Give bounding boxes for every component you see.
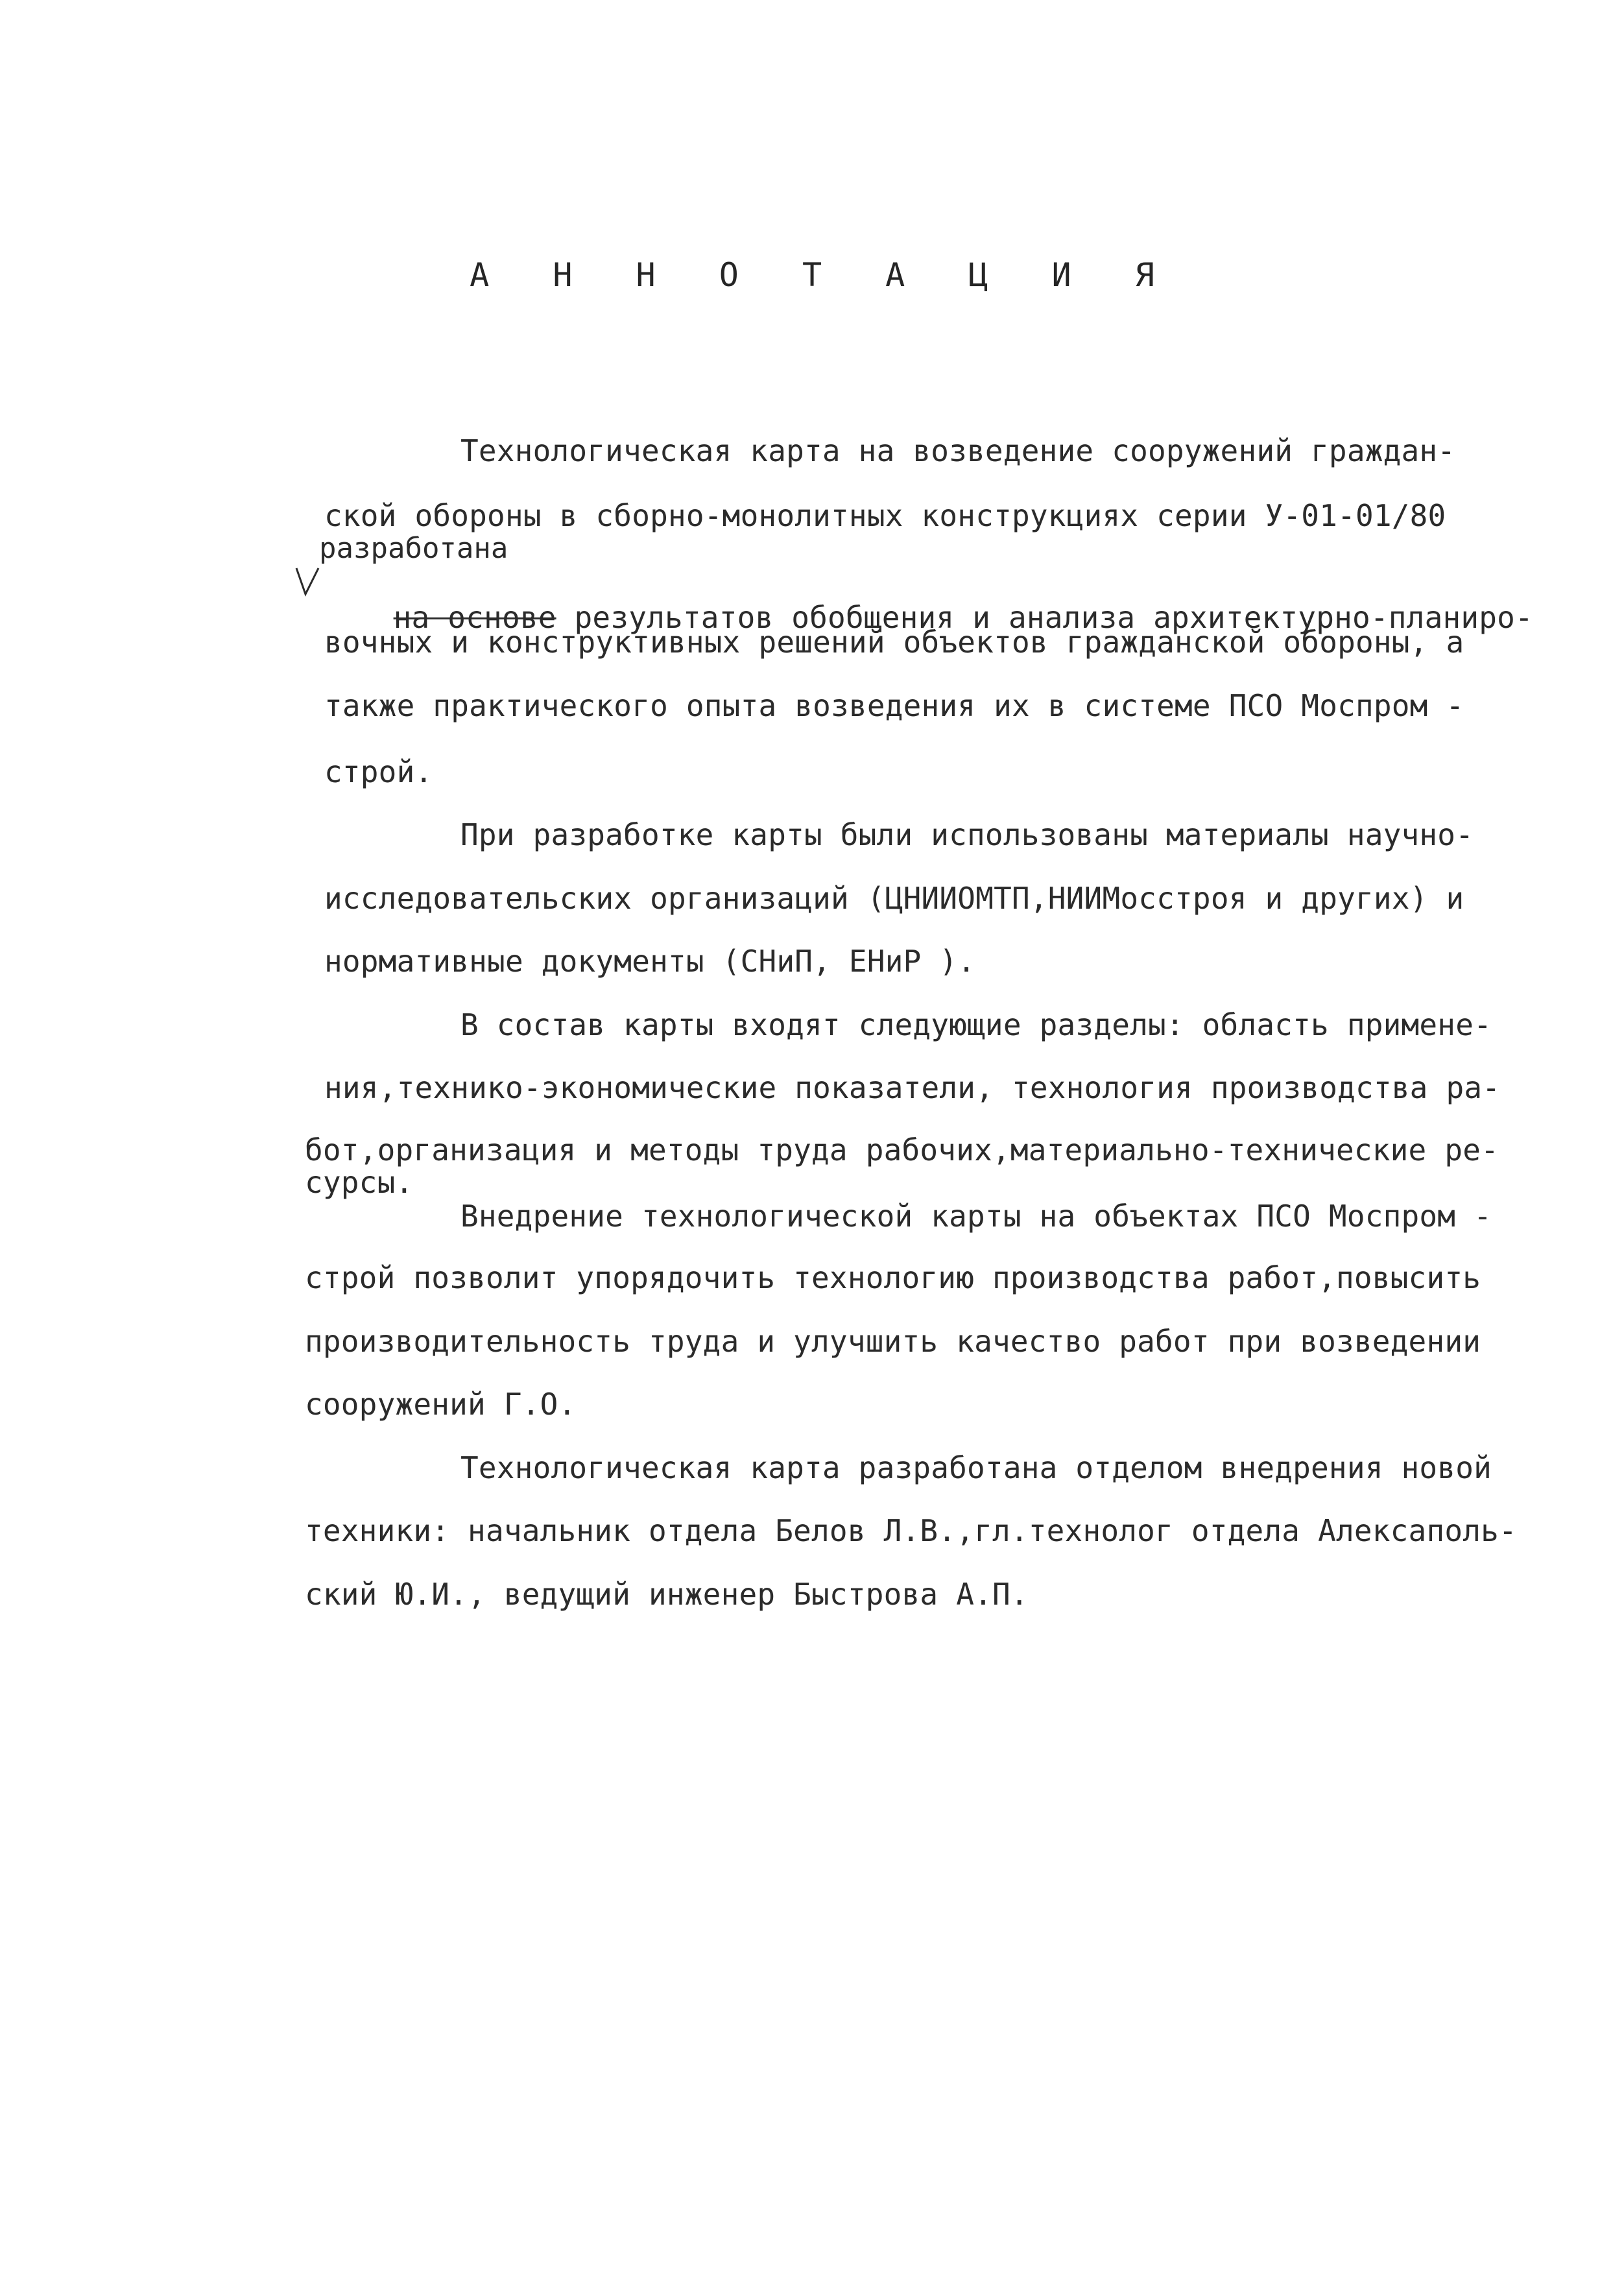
text-line-4: вочных и конструктивных решений объектов гражданской обороны, а <box>324 625 1464 660</box>
text-line-17: сооружений Г.О. <box>305 1387 577 1422</box>
text-line-14: Внедрение технологической карты на объектах ПСО Моспром - <box>460 1199 1492 1234</box>
text-line-13: сурсы. <box>305 1165 414 1200</box>
text-line-20: ский Ю.И., ведущий инженер Быстрова А.П. <box>305 1577 1029 1612</box>
text-line-8: исследовательских организаций (ЦНИИОМТП,НИИМосстроя и других) и <box>324 881 1464 916</box>
text-line-16: производительность труда и улучшить качество работ при возведении <box>305 1324 1481 1359</box>
insertion-caret-icon <box>295 566 321 597</box>
handwritten-insertion: разработана <box>319 532 508 565</box>
text-line-2: ской обороны в сборно-монолитных конструкциях серии У-01-01/80 <box>324 498 1446 533</box>
text-line-5: также практического опыта возведения их в системе ПСО Моспром - <box>324 688 1464 723</box>
text-line-11: ния,технико-экономические показатели, технология производства ра- <box>324 1070 1501 1105</box>
text-line-6: строй. <box>324 754 433 789</box>
struck-phrase: на основе <box>393 600 556 635</box>
text-line-7: При разработке карты были использованы материалы научно- <box>460 817 1474 852</box>
text-line-18: Технологическая карта разработана отделом внедрения новой <box>460 1450 1492 1485</box>
text-line-10: В состав карты входят следующие разделы: область примене- <box>460 1007 1492 1042</box>
text-line-19: техники: начальник отдела Белов Л.В.,гл.технолог отдела Алексаполь- <box>305 1513 1517 1548</box>
text-line-3-rest: результатов обобщения и анализа архитектурно-планиро- <box>556 600 1533 635</box>
text-line-15: строй позволит упорядочить технологию производства работ,повысить <box>305 1260 1481 1295</box>
annotation-title: А Н Н О Т А Ц И Я <box>470 256 1176 294</box>
text-line-9: нормативные документы (СНиП, ЕНиР ). <box>324 944 976 979</box>
text-line-1: Технологическая карта на возведение сооружений граждан- <box>460 433 1456 468</box>
text-line-12: бот,организация и методы труда рабочих,материально-технические ре- <box>305 1132 1499 1167</box>
